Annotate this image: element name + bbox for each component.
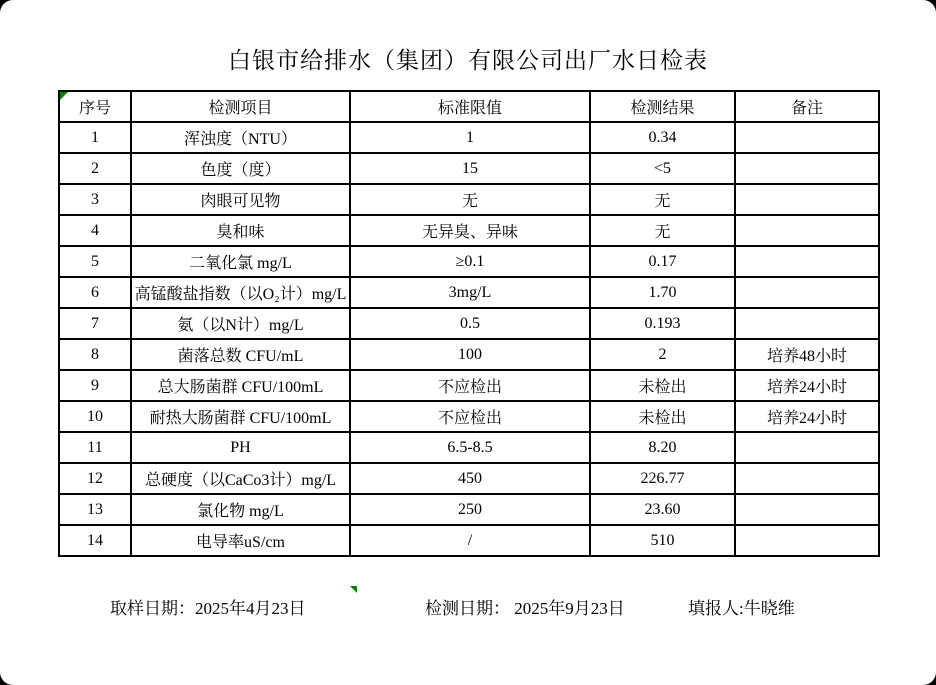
row-limit: /: [350, 525, 590, 556]
header-note: 备注: [735, 91, 879, 122]
row-no: 4: [59, 215, 131, 246]
row-item: 二氧化氯 mg/L: [131, 246, 350, 277]
row-note: [735, 246, 879, 277]
row-no: 3: [59, 184, 131, 215]
row-result: 8.20: [590, 432, 735, 463]
row-item: 菌落总数 CFU/mL: [131, 339, 350, 370]
row-item: 总硬度（以CaCo3计）mg/L: [131, 463, 350, 494]
water-quality-table: [58, 90, 880, 557]
row-result: 未检出: [590, 401, 735, 432]
row-no: 5: [59, 246, 131, 277]
header-limit: 标准限值: [350, 91, 590, 122]
row-note: 培养24小时: [735, 401, 879, 432]
row-limit: 不应检出: [350, 370, 590, 401]
row-note: [735, 122, 879, 153]
table-row: [59, 463, 879, 494]
row-item: 浑浊度（NTU）: [131, 122, 350, 153]
table-row: [59, 277, 879, 308]
row-note: [735, 463, 879, 494]
row-item: 色度（度）: [131, 153, 350, 184]
row-limit: 无: [350, 184, 590, 215]
row-result: 0.34: [590, 122, 735, 153]
footer: [0, 594, 936, 618]
green-corner-marker-icon: [60, 92, 68, 100]
table-row: [59, 401, 879, 432]
green-corner-marker-icon: [350, 586, 357, 593]
row-item: 总大肠菌群 CFU/100mL: [131, 370, 350, 401]
row-item: 肉眼可见物: [131, 184, 350, 215]
row-limit: 450: [350, 463, 590, 494]
table-row: [59, 246, 879, 277]
row-result: <5: [590, 153, 735, 184]
row-result: 226.77: [590, 463, 735, 494]
row-limit: 不应检出: [350, 401, 590, 432]
row-result: 1.70: [590, 277, 735, 308]
row-item: PH: [131, 432, 350, 463]
table-row: [59, 153, 879, 184]
row-limit: 无异臭、异味: [350, 215, 590, 246]
row-result: 无: [590, 184, 735, 215]
row-no: 12: [59, 463, 131, 494]
row-no: 2: [59, 153, 131, 184]
row-limit: 6.5-8.5: [350, 432, 590, 463]
row-note: [735, 153, 879, 184]
row-note: 培养48小时: [735, 339, 879, 370]
row-note: 培养24小时: [735, 370, 879, 401]
row-no: 1: [59, 122, 131, 153]
row-no: 11: [59, 432, 131, 463]
row-no: 8: [59, 339, 131, 370]
header-no: 序号: [59, 91, 131, 122]
row-note: [735, 432, 879, 463]
table-row: [59, 494, 879, 525]
row-result: 2: [590, 339, 735, 370]
row-no: 6: [59, 277, 131, 308]
row-limit: 15: [350, 153, 590, 184]
row-result: 510: [590, 525, 735, 556]
row-note: [735, 308, 879, 339]
row-no: 7: [59, 308, 131, 339]
page-title: 白银市给排水（集团）有限公司出厂水日检表: [228, 48, 708, 73]
row-item: 氯化物 mg/L: [131, 494, 350, 525]
row-result: 未检出: [590, 370, 735, 401]
table-row: [59, 370, 879, 401]
table-row: [59, 184, 879, 215]
row-no: 14: [59, 525, 131, 556]
row-item: 臭和味: [131, 215, 350, 246]
row-no: 9: [59, 370, 131, 401]
row-item: 电导率uS/cm: [131, 525, 350, 556]
header-result: 检测结果: [590, 91, 735, 122]
table-row: [59, 122, 879, 153]
table-row: [59, 525, 879, 556]
test-date-text: 检测日期： 2025年9月23日: [425, 599, 625, 618]
row-note: [735, 215, 879, 246]
row-item: 耐热大肠菌群 CFU/100mL: [131, 401, 350, 432]
table-header-row: [59, 91, 879, 122]
row-result: 23.60: [590, 494, 735, 525]
row-item: 氨（以N计）mg/L: [131, 308, 350, 339]
row-result: 无: [590, 215, 735, 246]
row-result: 0.193: [590, 308, 735, 339]
row-item: 高锰酸盐指数（以O₂计）mg/L: [131, 277, 350, 308]
row-no: 10: [59, 401, 131, 432]
table-body: [59, 122, 879, 556]
row-note: [735, 525, 879, 556]
table-header: [59, 91, 879, 122]
table-row: [59, 432, 879, 463]
table-row: [59, 215, 879, 246]
row-limit: 3mg/L: [350, 277, 590, 308]
table-row: [59, 308, 879, 339]
sampling-date-text: 取样日期：2025年4月23日: [110, 599, 306, 618]
table-row: [59, 339, 879, 370]
row-note: [735, 494, 879, 525]
row-limit: 0.5: [350, 308, 590, 339]
reporter-text: 填报人:牛晓维: [688, 599, 795, 618]
row-limit: 1: [350, 122, 590, 153]
row-limit: 100: [350, 339, 590, 370]
row-no: 13: [59, 494, 131, 525]
row-limit: ≥0.1: [350, 246, 590, 277]
row-result: 0.17: [590, 246, 735, 277]
row-note: [735, 184, 879, 215]
row-limit: 250: [350, 494, 590, 525]
row-note: [735, 277, 879, 308]
header-item: 检测项目: [131, 91, 350, 122]
